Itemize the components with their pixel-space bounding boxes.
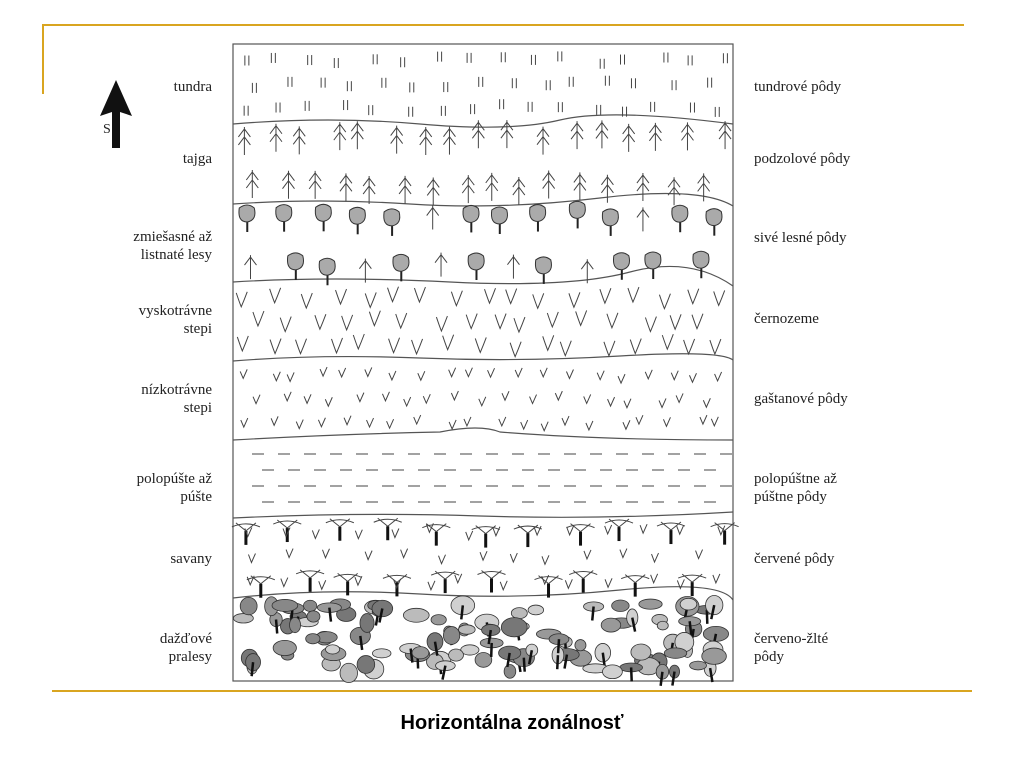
rainforest-icon — [702, 648, 727, 664]
rainforest-icon — [459, 625, 476, 634]
zone-label-short-steppe: nízkotrávne stepi — [141, 382, 212, 416]
rainforest-icon — [240, 597, 257, 614]
rainforest-icon — [357, 656, 375, 674]
rainforest-icon — [372, 649, 391, 658]
rainforest-icon — [504, 664, 516, 678]
rainforest-icon — [657, 621, 668, 630]
zone-label-tundra: tundra — [173, 79, 212, 95]
soil-label-red: červené pôdy — [754, 551, 835, 567]
rainforest-icon — [680, 598, 697, 610]
zone-label-rainforest: dažďové pralesy — [159, 631, 212, 665]
zone-label-tall-steppe: vyskotrávne stepi — [138, 303, 212, 337]
rainforest-icon — [690, 661, 707, 670]
rainforest-icon — [612, 600, 630, 612]
rainforest-icon — [528, 605, 544, 615]
soil-label-chernozem: černozeme — [754, 311, 819, 327]
soil-label-tundra: tundrové pôdy — [754, 79, 842, 95]
soil-label-podzol: podzolové pôdy — [754, 151, 851, 167]
bottom-accent-line — [52, 690, 972, 692]
rainforest-icon — [602, 665, 622, 679]
rainforest-icon — [601, 618, 621, 632]
rainforest-icon — [290, 617, 301, 632]
zone-label-mixed-forest: zmiešasné až listnaté lesy — [133, 229, 212, 263]
rainforest-icon — [669, 665, 679, 686]
rainforest-icon — [431, 615, 446, 625]
rainforest-icon — [449, 649, 464, 661]
rainforest-icon — [511, 608, 527, 619]
rainforest-icon — [273, 640, 296, 655]
rainforest-icon — [412, 647, 429, 659]
soil-label-chestnut: gaštanové pôdy — [754, 391, 848, 407]
rainforest-icon — [575, 640, 586, 651]
zone-label-savanna: savany — [170, 551, 212, 567]
rainforest-icon — [639, 599, 662, 609]
rainforest-icon — [443, 627, 459, 645]
soil-label-grey-forest: sivé lesné pôdy — [754, 230, 847, 246]
rainforest-icon — [403, 608, 429, 622]
zone-label-semidesert: polopúšte až púšte — [136, 471, 212, 505]
soil-label-desert: polopúštne až púštne pôdy — [754, 471, 837, 505]
rainforest-icon — [303, 600, 316, 611]
rainforest-icon — [664, 648, 687, 658]
slide-caption: Horizontálna zonálnosť — [400, 712, 624, 734]
zone-label-tajga: tajga — [182, 151, 212, 167]
rainforest-icon — [307, 611, 320, 622]
rainforest-icon — [631, 644, 651, 660]
rainforest-icon — [306, 634, 320, 644]
soil-label-red-yellow: červeno-žlté pôdy — [754, 631, 829, 665]
rainforest-icon — [360, 614, 374, 633]
rainforest-icon — [340, 663, 357, 682]
rainforest-icon — [501, 618, 527, 637]
rainforest-icon — [475, 652, 492, 667]
north-letter: S — [103, 122, 111, 137]
rainforest-icon — [656, 664, 669, 685]
rainforest-icon — [326, 645, 340, 654]
rainforest-icon — [272, 599, 298, 611]
